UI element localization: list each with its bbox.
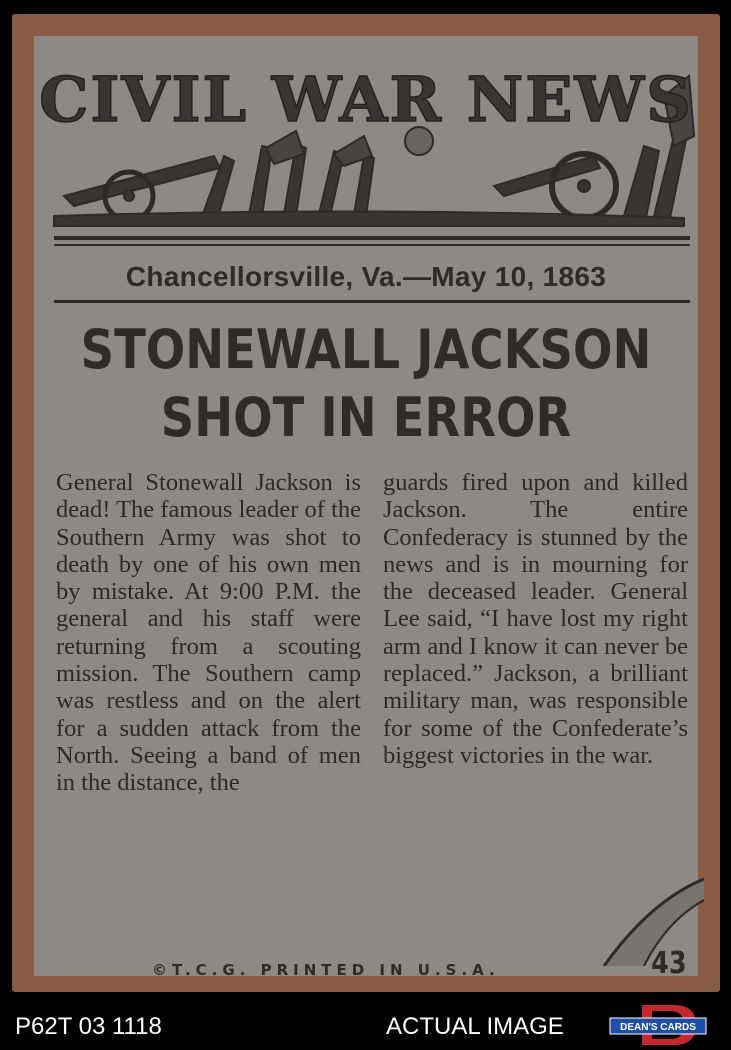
masthead-banner	[34, 36, 698, 231]
trading-card-back	[12, 14, 720, 992]
headline-line-1: STONEWALL JACKSON	[80, 318, 652, 381]
page-curl-icon	[594, 876, 704, 966]
article-text: General Stonewall Jackson is dead! The famous leader of the Southern Army was shot to death by one of his own men by mistake. At 9:00 P.M. the general and his staff were returning from a scouting mission. The Southern camp was restless and on the alert for a sudden attack from the North. Seeing a band of men in the distance, the	[56, 469, 361, 797]
article-column-right	[383, 469, 688, 769]
card-panel	[34, 36, 698, 981]
copyright-line: ©T.C.G. PRINTED IN U.S.A.	[152, 961, 500, 979]
card-number: 43	[651, 946, 687, 981]
lot-id: P62T 03 1118	[15, 1013, 162, 1040]
article-text: guards fired upon and killed Jackson. The entire Confederacy is stunned by the news and is in mourning for the deceased leader. General Lee said, “I have lost my right arm and I know it can never be replaced.” Jackson, a brilliant military man, was responsible for some of the Confederate’s biggest victories in the war.	[383, 469, 688, 769]
divider	[54, 236, 690, 240]
svg-text:DEAN'S CARDS: DEAN'S CARDS	[620, 1022, 696, 1033]
masthead-title: CIVIL WAR NEWS	[39, 63, 693, 136]
divider	[54, 300, 690, 303]
dateline: Chancellorsville, Va.—May 10, 1863	[125, 261, 607, 292]
headline	[80, 316, 651, 452]
article-column-left	[56, 469, 361, 797]
deans-cards-logo	[608, 1003, 708, 1047]
actual-image-label: ACTUAL IMAGE	[386, 1013, 564, 1040]
divider	[54, 244, 690, 246]
headline-line-2: SHOT IN ERROR	[160, 386, 572, 449]
